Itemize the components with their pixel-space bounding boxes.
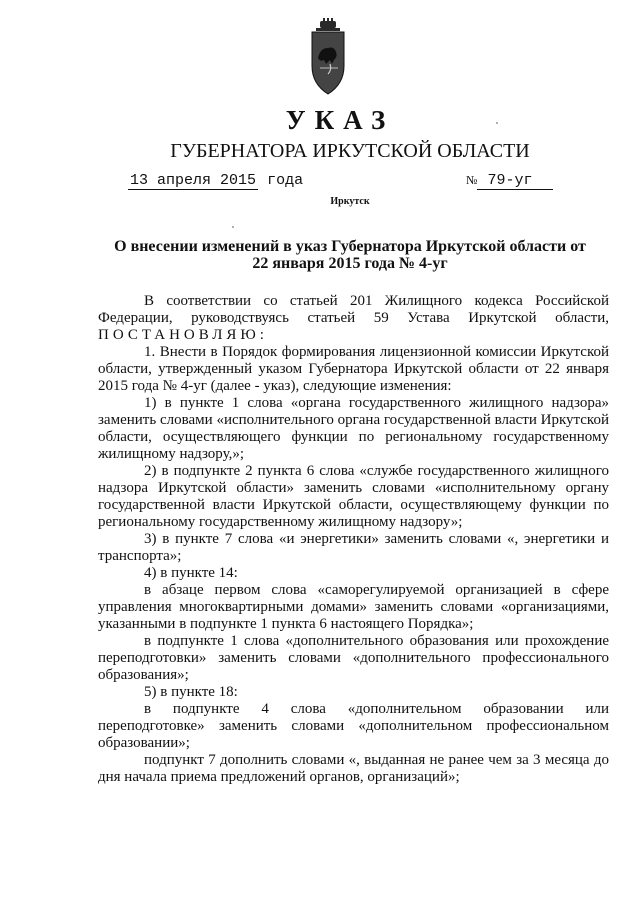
paragraph: в подпункте 4 слова «дополнительном образовании или переподготовке» заменить словами «дополнительном профессиональном образовании»; — [98, 701, 609, 751]
paragraph: 4) в пункте 14: — [144, 565, 238, 581]
paragraph: подпункт 7 дополнить словами «, выданная не ранее чем за 3 месяца до дня начала приема предложений органов, организаций»; — [98, 752, 609, 785]
paragraph: 3) в пункте 7 слова «и энергетики» заменить словами «, энергетики и транспорта»; — [98, 531, 609, 564]
number-value: 79-уг — [477, 172, 553, 190]
paragraph: 2) в подпункте 2 пункта 6 слова «службе государственного жилищного надзора Иркутской области» заменить словами «исполнительному органу государственной власти Иркутской области, осуществляющему функции по региональному государственному жилищному надзору»; — [98, 463, 609, 530]
scan-speck — [496, 122, 498, 124]
scan-speck — [232, 226, 234, 228]
paragraph: 5) в пункте 18: — [144, 684, 238, 700]
paragraph: в подпункте 1 слова «дополнительного образования или прохождение переподготовки» заменить словами «дополнительного профессионального образования»; — [98, 633, 609, 683]
city-name: Иркутск — [330, 196, 370, 207]
decree-number — [466, 172, 553, 190]
paragraph: 1) в пункте 1 слова «органа государственного жилищного надзора» заменить словами «исполнительного органа государственной власти Иркутской области, осуществляющего функции по региональному государственному жилищному надзору,»; — [98, 395, 609, 462]
document-body — [98, 293, 609, 786]
intro-paragraph: В соответствии со статьей 201 Жилищного кодекса Российской Федерации, руководствуясь статьей 59 Устава Иркутской области, ПОСТАНОВЛЯЮ: — [98, 293, 609, 343]
document-subtitle: ГУБЕРНАТОРА ИРКУТСКОЙ ОБЛАСТИ — [170, 140, 530, 162]
paragraph: в абзаце первом слова «саморегулируемой организацией в сфере управления многоквартирными домами» заменить словами «организациями, указанными в подпункте 1 пункта 6 настоящего Порядка»; — [98, 582, 609, 632]
decree-word: ПОСТАНОВЛЯЮ: — [98, 327, 268, 343]
date-suffix: года — [267, 172, 304, 189]
heading-line-2: 22 января 2015 года № 4-уг — [252, 255, 448, 272]
heading-line-1: О внесении изменений в указ Губернатора Иркутской области от — [114, 238, 586, 255]
irkutsk-coat-of-arms-icon — [308, 18, 348, 98]
document-heading — [80, 238, 620, 272]
document-title: УКАЗ — [285, 105, 395, 135]
paragraph: 1. Внести в Порядок формирования лицензионной комиссии Иркутской области, утвержденный указом Губернатора Иркутской области от 22 января 2015 года № 4-уг (далее - указ), следующие изменения: — [98, 344, 609, 394]
date-day: 13 апреля 2015 — [130, 172, 257, 189]
decree-date — [128, 172, 303, 189]
number-sign: № — [466, 173, 478, 187]
